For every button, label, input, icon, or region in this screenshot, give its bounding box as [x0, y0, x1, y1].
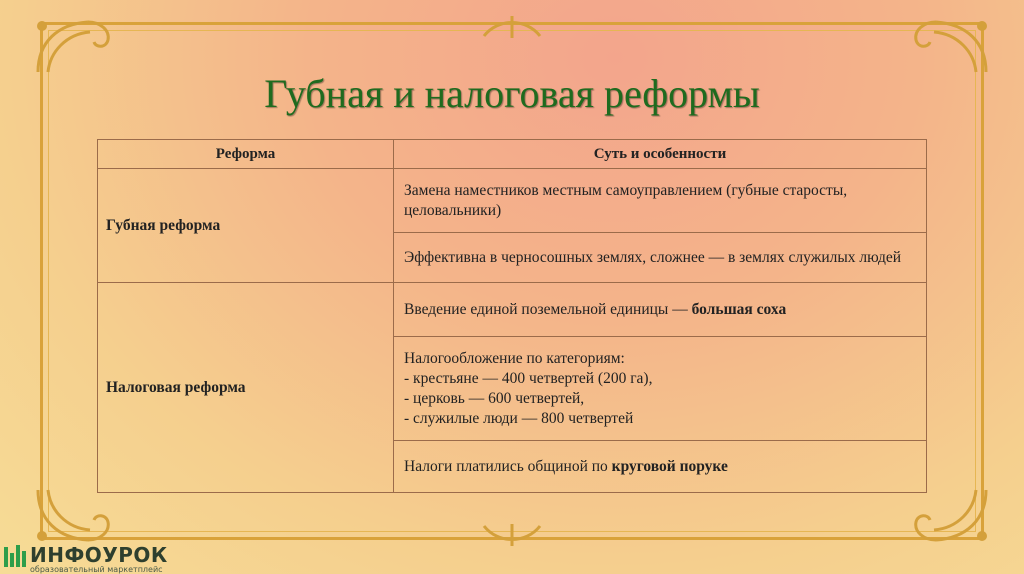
reform-detail	[394, 441, 927, 493]
reform-detail-bold: круговой поруке	[611, 457, 728, 475]
reform-detail-list	[394, 337, 927, 441]
reform-detail-bold: большая соха	[691, 300, 787, 318]
reform-detail	[394, 283, 927, 337]
reform-name-nalogovaya: Налоговая реформа	[98, 283, 394, 493]
ornament-top-center	[480, 12, 544, 42]
table-row	[98, 283, 927, 337]
reform-detail: Эффективна в черносошных землях, сложнее — в землях служилых людей	[394, 233, 927, 283]
list-line: - служилые люди — 800 четвертей	[404, 409, 634, 427]
logo-name: ИНФОУРОК	[30, 543, 168, 567]
page-title: Губная и налоговая реформы	[264, 71, 760, 116]
reform-detail-text: Налоги платились общиной по	[404, 457, 612, 475]
reform-detail: Замена наместников местным самоуправлением (губные старосты, целовальники)	[394, 169, 927, 233]
infourok-logo[interactable]	[4, 545, 168, 574]
list-line: - крестьяне — 400 четвертей (200 га),	[404, 369, 653, 387]
list-line: Налогообложение по категориям:	[404, 349, 625, 367]
reforms-table	[97, 139, 927, 493]
logo-subtitle: образовательный маркетплейс	[30, 565, 163, 574]
header-reform: Реформа	[98, 140, 394, 169]
header-essence: Суть и особенности	[394, 140, 927, 169]
reform-detail-text: Введение единой поземельной единицы —	[404, 300, 692, 318]
table-row	[98, 169, 927, 233]
ornament-bottom-center	[480, 520, 544, 550]
list-line: - церковь — 600 четвертей,	[404, 389, 585, 407]
table-header-row	[98, 140, 927, 169]
reform-name-gubnaya: Губная реформа	[98, 169, 394, 283]
logo-mark-icon	[4, 545, 26, 567]
